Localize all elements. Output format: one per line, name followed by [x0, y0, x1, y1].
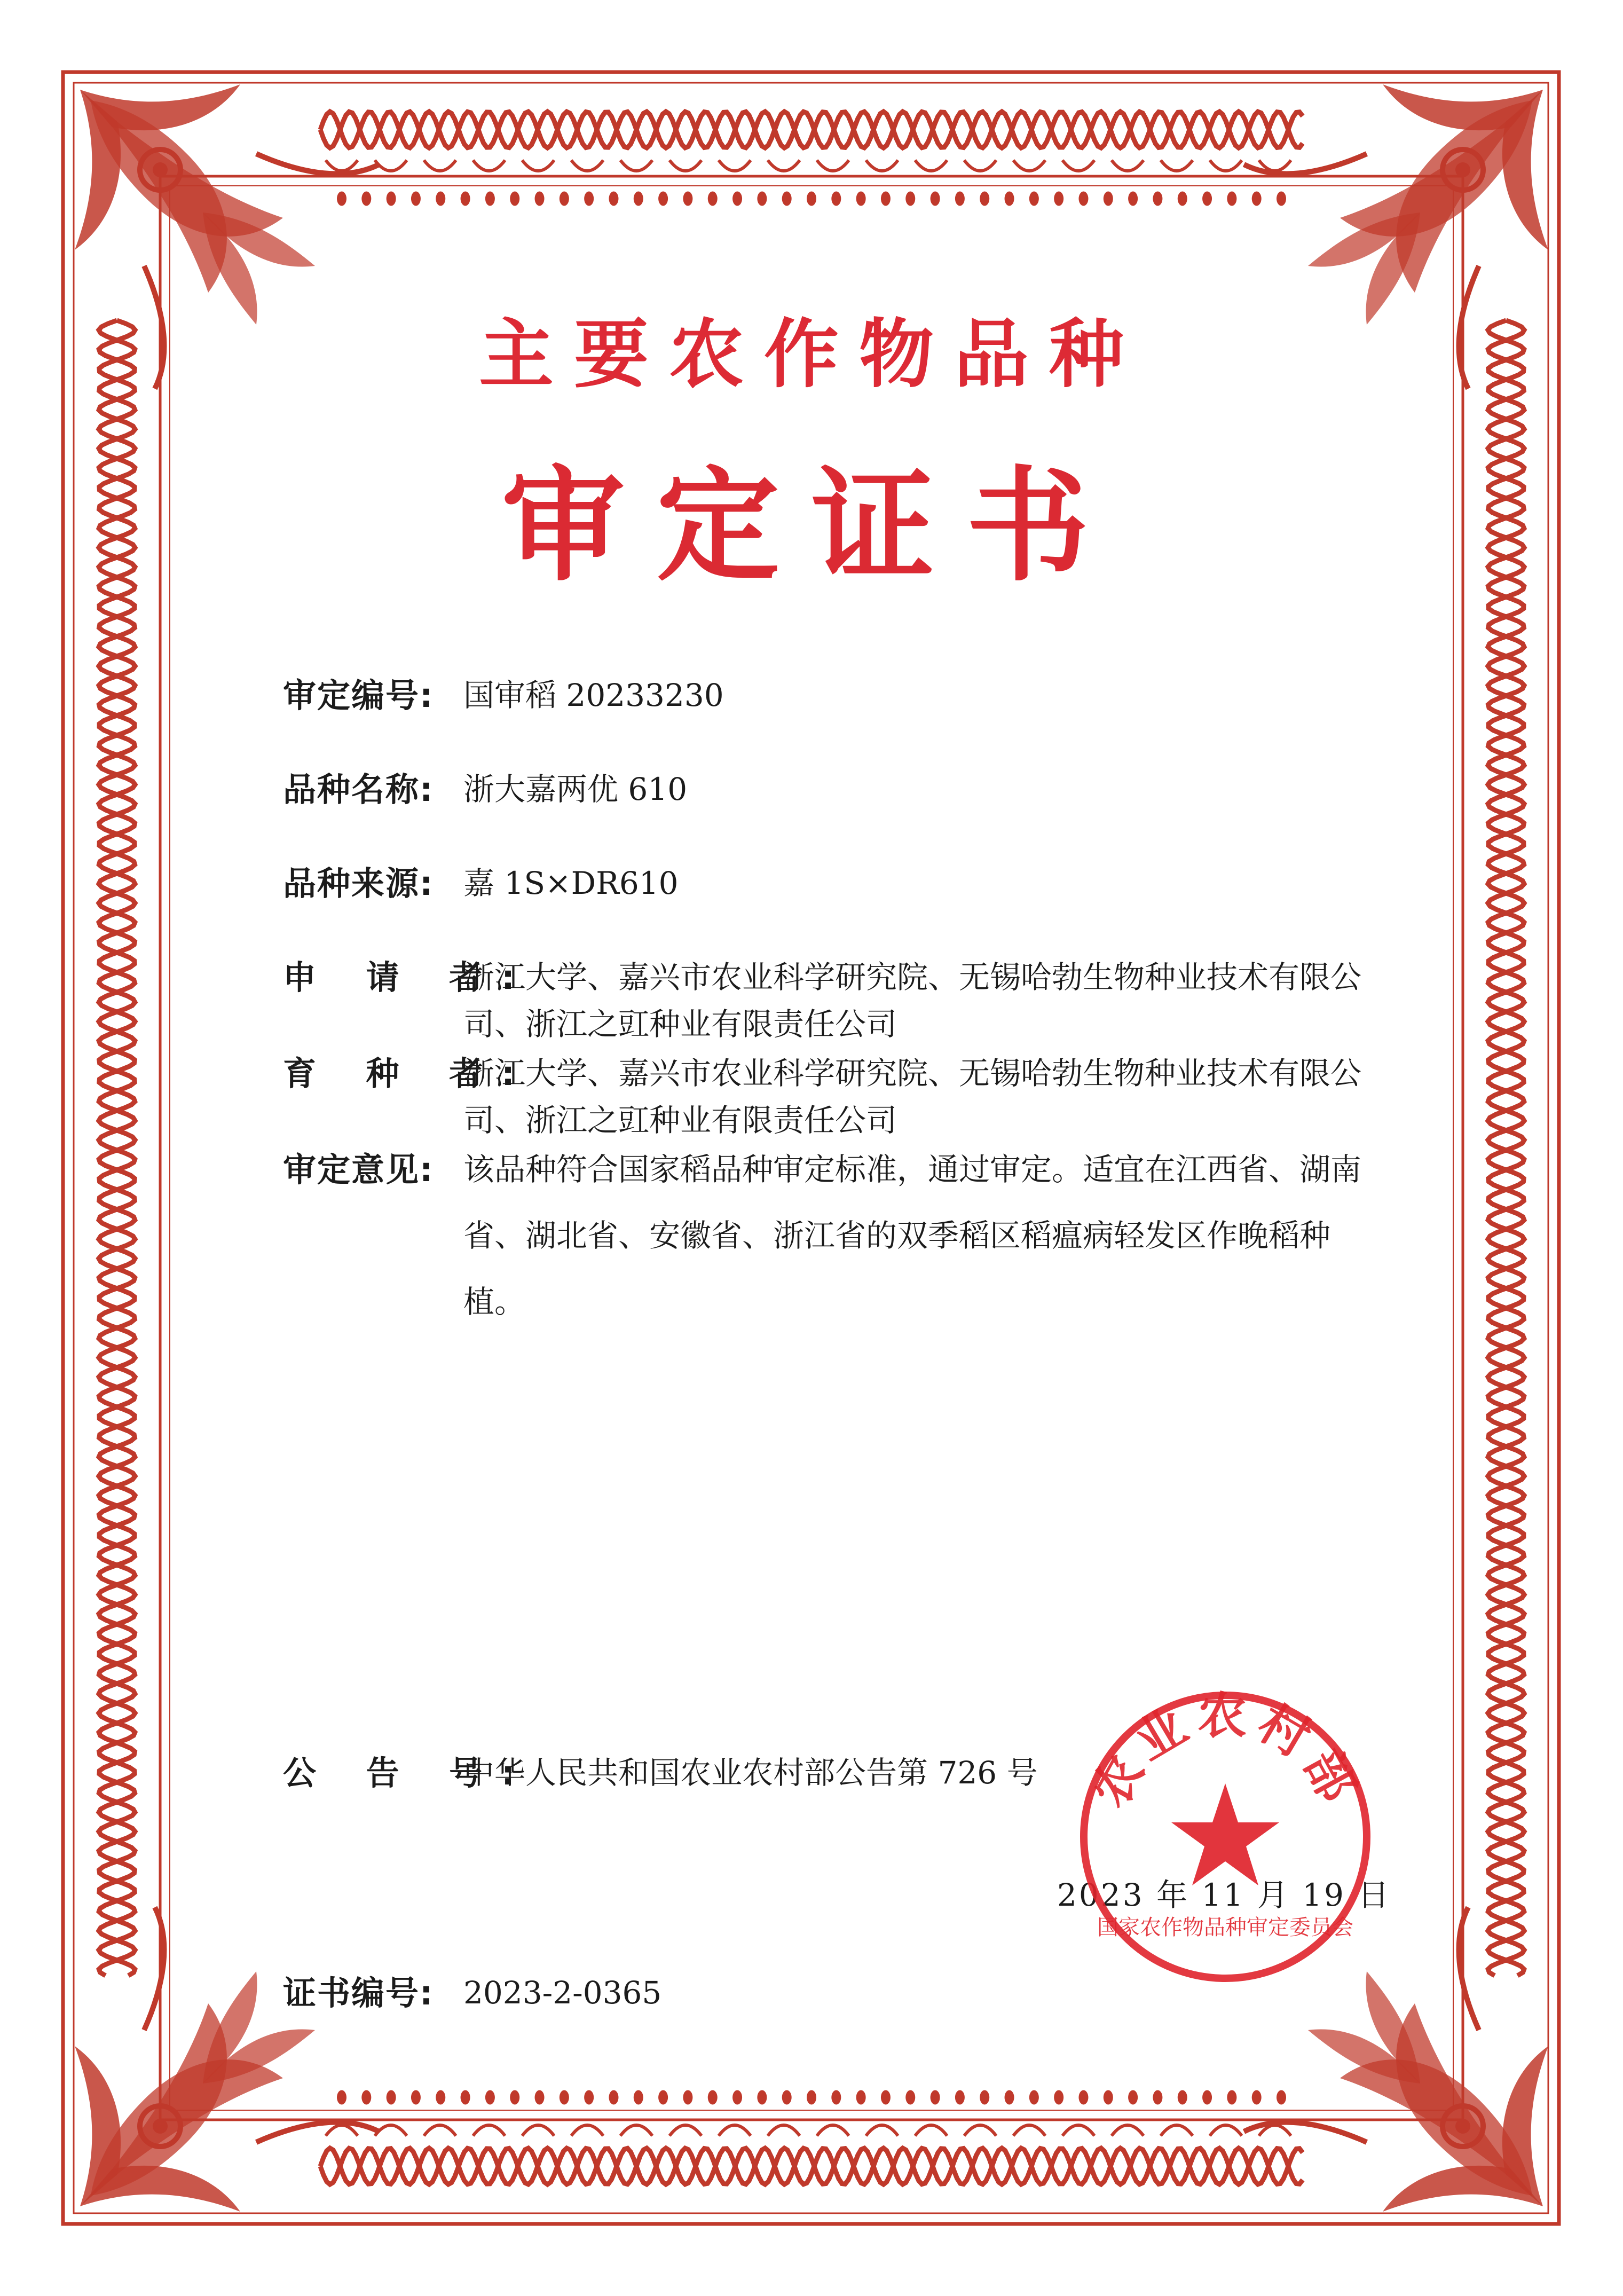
field-label: 公 告 号: [283, 1754, 534, 1792]
field-value: 浙大嘉两优 610 [463, 771, 688, 807]
field-value: 国审稻 20233230 [463, 677, 724, 713]
field-label: 品种来源: [283, 864, 434, 903]
field-label: 品种名称: [283, 770, 434, 809]
field-value: 2023-2-0365 [463, 1975, 662, 2011]
official-seal [1073, 1685, 1377, 1989]
field-value: 该品种符合国家稻品种审定标准，通过审定。适宜在江西省、湖南省、湖北省、安徽省、浙江省的双季稻区稻瘟病轻发区作晚稻种植。 [463, 1151, 1362, 1320]
certificate-title-line1: 主要农作物品种 [478, 311, 1144, 398]
field-label: 育 种 者: [283, 1054, 534, 1093]
issue-date: 2023 年 11 月 19 日 [1057, 1877, 1391, 1913]
field-label: 证书编号: [283, 1973, 434, 2012]
field-label: 审定意见: [283, 1150, 434, 1189]
field-value: 嘉 1S×DR610 [463, 865, 679, 901]
field-label: 申 请 者: [283, 958, 534, 997]
seal-top-text: 农业农村部 [1081, 1687, 1370, 1817]
seal-bottom-text: 国家农作物品种审定委员会 [1097, 1915, 1353, 1940]
certificate-title-line2: 审定证书 [502, 454, 1121, 598]
field-value: 中华人民共和国农业农村部公告第 726 号 [463, 1755, 1038, 1791]
field-label: 审定编号: [283, 676, 434, 715]
field-value: 浙江大学、嘉兴市农业科学研究院、无锡哈勃生物种业技术有限公司、浙江之豇种业有限责任公司 [463, 959, 1362, 1042]
field-value: 浙江大学、嘉兴市农业科学研究院、无锡哈勃生物种业技术有限公司、浙江之豇种业有限责任公司 [463, 1055, 1362, 1138]
star-icon [1171, 1783, 1279, 1885]
